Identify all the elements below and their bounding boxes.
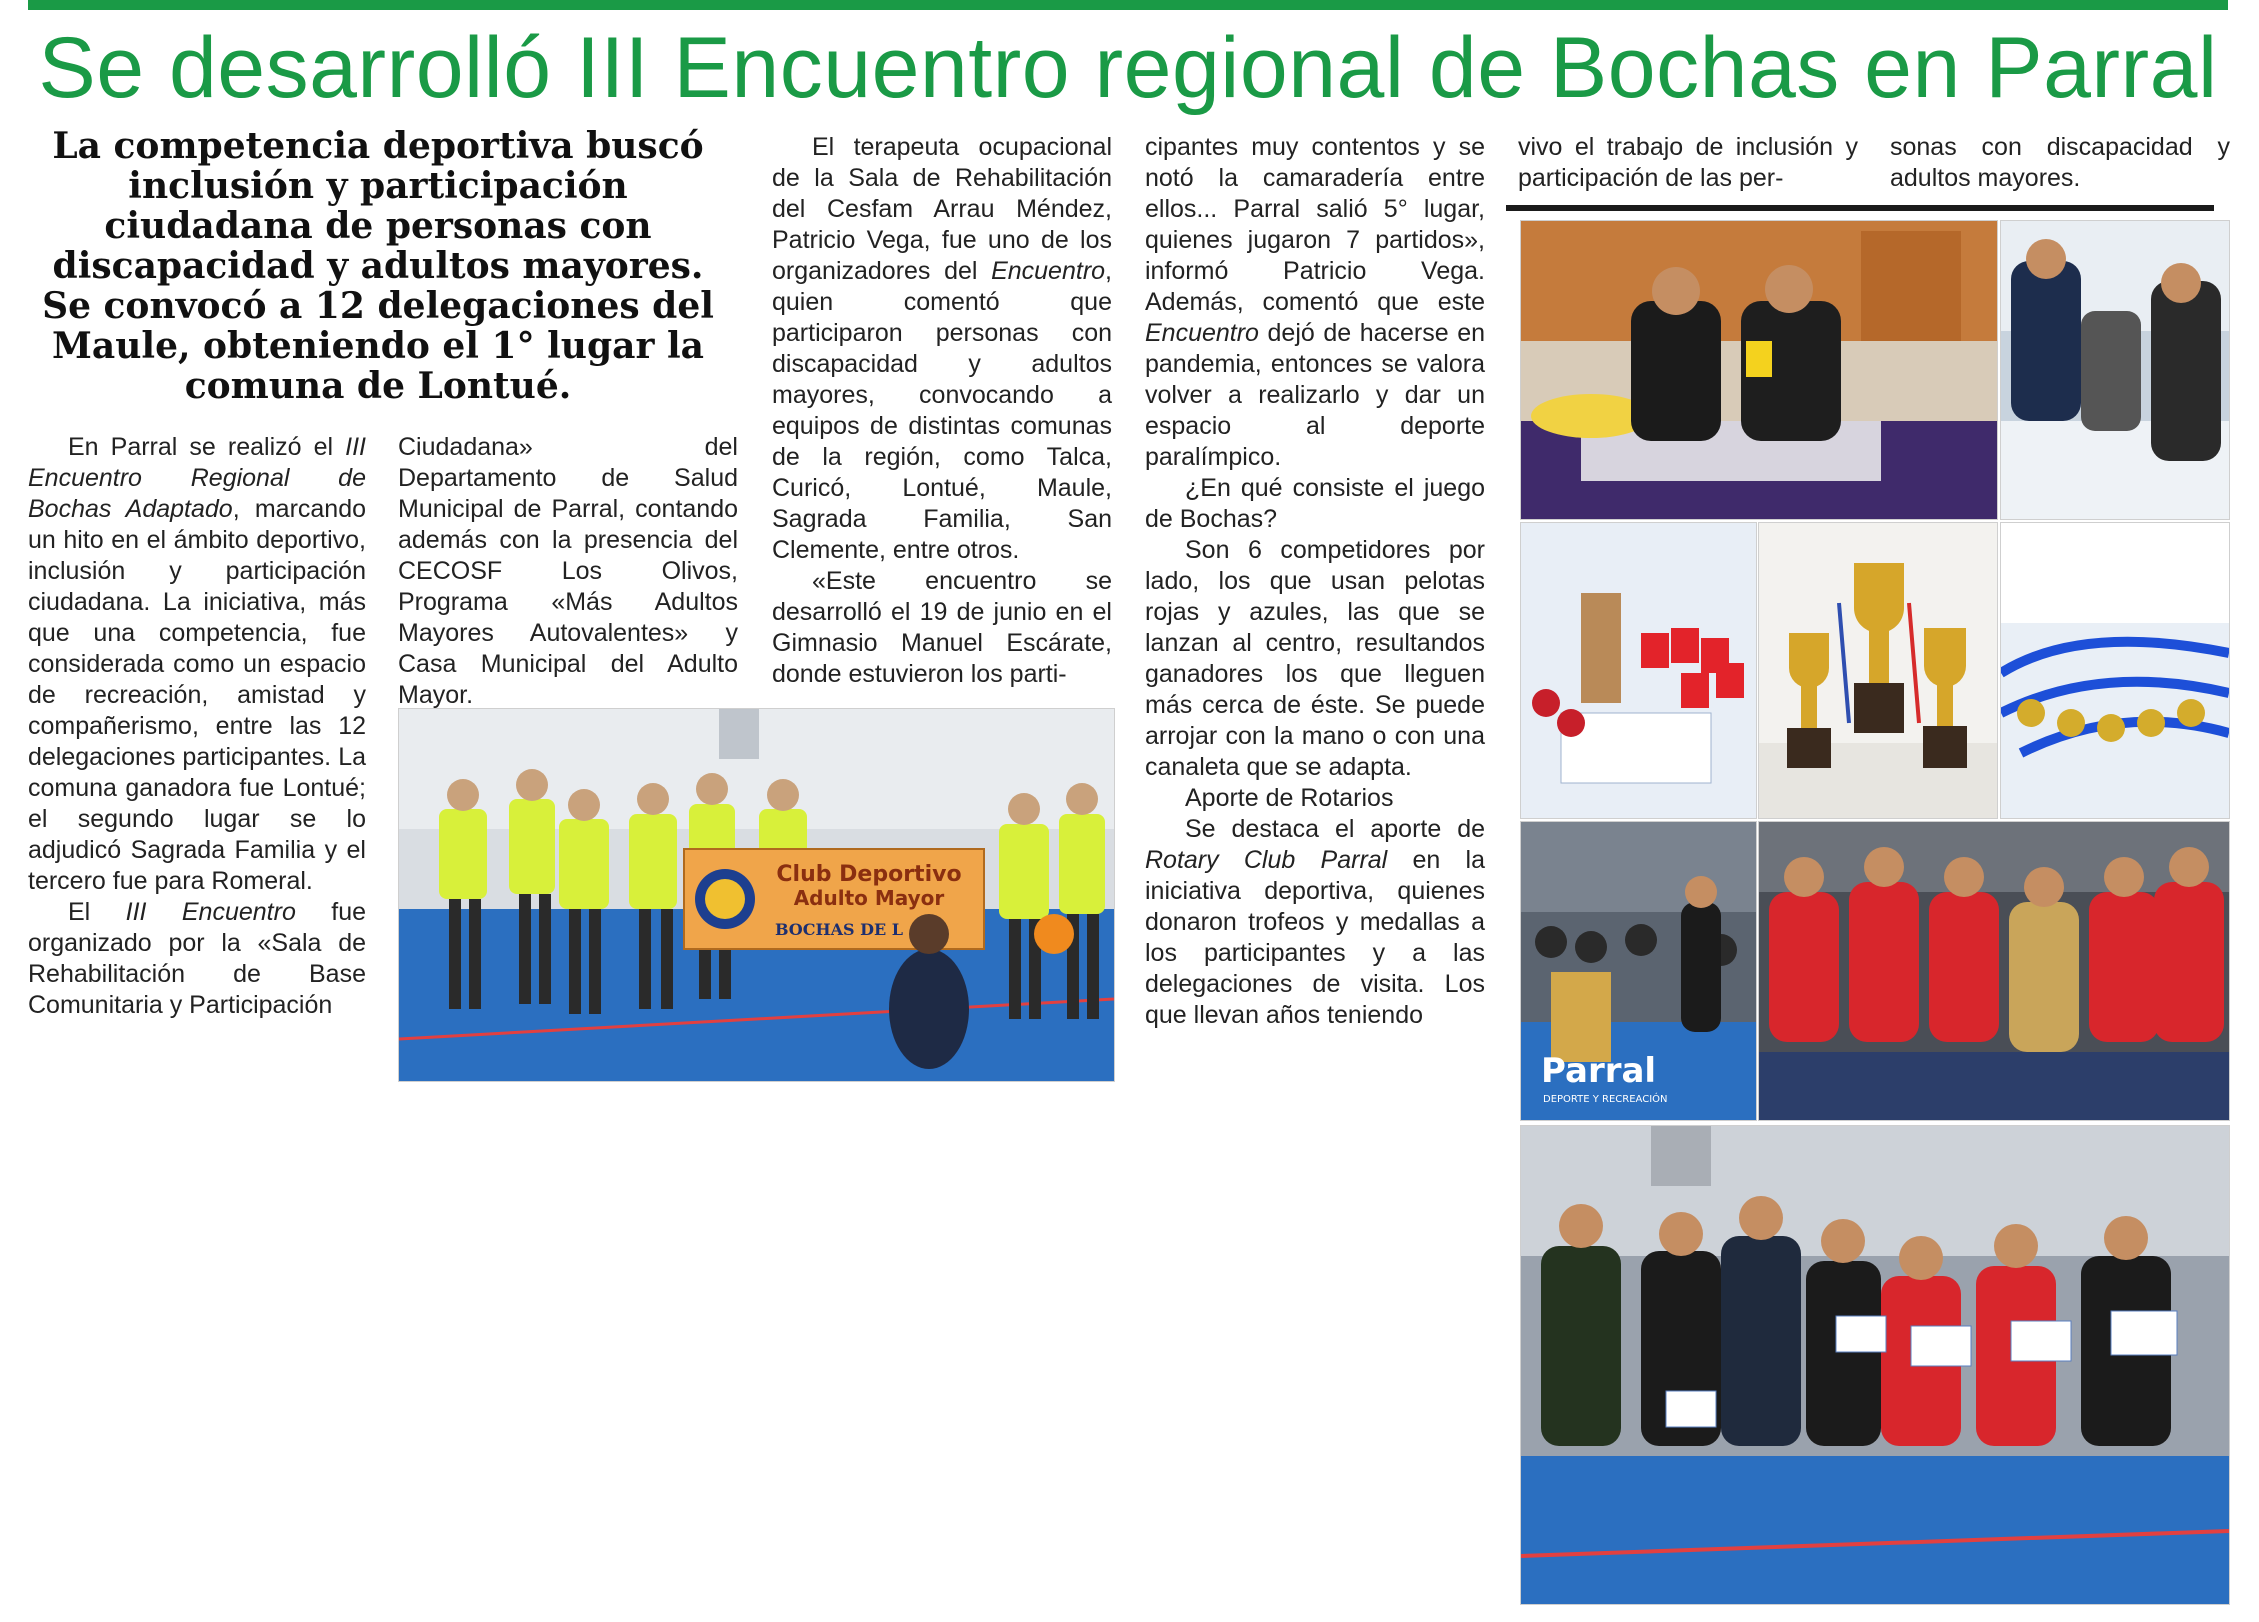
- text-run: sonas con discapacidad y adultos mayores.: [1890, 133, 2230, 192]
- group-photo-banner: [398, 708, 1115, 1082]
- photo-diploma-group: [1520, 1125, 2230, 1605]
- body-column-6: [1890, 132, 2230, 194]
- photo-registration: [2000, 220, 2230, 520]
- headline: Se desarrolló III Encuentro regional de Bochas en Parral: [38, 20, 2218, 116]
- body-column-1: [28, 432, 366, 1021]
- italic-text: Encuentro: [1145, 319, 1259, 347]
- body-column-4: [1145, 132, 1485, 1031]
- parral-logo-text: Parral: [1541, 1051, 1657, 1091]
- paragraph: [398, 432, 738, 711]
- paragraph: [772, 566, 1112, 690]
- top-green-bar: [28, 0, 2228, 10]
- paragraph: [1890, 132, 2230, 194]
- text-run: , marcando un hito en el ámbito deportivo, inclusión y participación ciudadana. La iniciativa, más que una competencia, fue considerada como un espacio de recreación, amistad y compañerismo, entre las 12 delegaciones participantes. La comuna ganadora fue Lontué; el segundo lugar se lo adjudicó Sagrada Familia y el tercero fue para Romeral.: [28, 495, 367, 895]
- banner-text-3: BOCHAS DE L: [774, 920, 904, 939]
- italic-text: Encuentro: [991, 257, 1106, 285]
- subheadline: La competencia deportiva buscó inclusión y participación ciudadana de personas con discapacidad y adultos mayores. Se convocó a 12 delegaciones del Maule, obteniendo el 1° lugar la comuna de Lontué.: [42, 125, 714, 407]
- text-run: dejó de hacerse en pandemia, entonces se valora volver a realizarlo y dar un espacio al deporte paralímpico.: [1145, 319, 1485, 471]
- text-run: Se destaca el aporte de: [1185, 815, 1485, 843]
- body-column-5: [1518, 132, 1858, 194]
- banner-text-1: Club Deportivo: [776, 862, 962, 887]
- text-run: En Parral se realizó el: [68, 433, 346, 461]
- photo-game-materials: [1520, 522, 1757, 819]
- text-run: cipantes muy contentos y se notó la camaradería entre ellos... Parral salió 5° lugar, quienes jugaron 7 partidos», informó Patricio Vega. Además, comentó que este: [1145, 133, 1485, 316]
- parral-logo-subtext: DEPORTE Y RECREACIÓN: [1543, 1094, 1668, 1105]
- banner-text-2: Adulto Mayor: [793, 886, 945, 910]
- photo-speaker-parral-logo: [1520, 821, 1757, 1121]
- text-run: El terapeuta ocupacional de la Sala de Rehabilitación del Cesfam Arrau Méndez, Patricio Vega, fue uno de los organizadores del: [772, 133, 1112, 285]
- photo-red-jerseys: [1758, 821, 2230, 1121]
- paragraph: [28, 897, 366, 1021]
- text-run: El: [68, 898, 126, 926]
- paragraph: [772, 132, 1112, 566]
- paragraph: [1145, 132, 1485, 473]
- column-rule: [1506, 205, 2214, 211]
- body-column-3: [772, 132, 1112, 690]
- photo-staff-table: [1520, 220, 1998, 520]
- text-run: en la iniciativa deportiva, quienes donaron trofeos y medallas a los participantes y a las delegaciones de visita. Los que llevan años teniendo: [1145, 846, 1485, 1029]
- text-run: «Este encuentro se desarrolló el 19 de junio en el Gimnasio Manuel Escárate, donde estuvieron los parti-: [772, 567, 1112, 688]
- text-run: Son 6 competidores por lado, los que usan pelotas rojas y azules, las que se lanzan al centro, resultandos ganadores los que lleguen más cerca de éste. Se puede arrojar con la mano o con una canaleta que se adapta.: [1145, 536, 1485, 781]
- text-run: vivo el trabajo de inclusión y participación de las per-: [1518, 133, 1858, 192]
- paragraph: [28, 432, 366, 897]
- italic-text: III Encuentro: [125, 898, 296, 926]
- text-run: Aporte de Rotarios: [1185, 784, 1394, 812]
- photo-trophies: [1758, 522, 1998, 819]
- text-run: fue organizado por la «Sala de Rehabilitación de Base Comunitaria y Participación: [28, 898, 366, 1019]
- paragraph: [1518, 132, 1858, 194]
- italic-text: III Encuentro Regional de Bochas Adaptado: [28, 433, 366, 523]
- text-run: , quien comentó que participaron personas con discapacidad y adultos mayores, convocando a equipos de distintas comunas de la región, como Talca, Curicó, Lontué, Maule, Sagrada Familia, San Clemente, entre otros.: [772, 257, 1112, 564]
- paragraph: [1145, 473, 1485, 535]
- body-column-2: [398, 432, 738, 711]
- text-run: Ciudadana» del Departamento de Salud Municipal de Parral, contando además con la presencia del CECOSF Los Olivos, Programa «Más Adultos Mayores Autovalentes» y Casa Municipal del Adulto Mayor.: [398, 433, 738, 709]
- text-run: ¿En qué consiste el juego de Bochas?: [1145, 474, 1485, 533]
- italic-text: Rotary Club Parral: [1145, 846, 1388, 874]
- photo-medals: [2000, 522, 2230, 819]
- paragraph: [1145, 814, 1485, 1031]
- paragraph: [1145, 783, 1485, 814]
- paragraph: [1145, 535, 1485, 783]
